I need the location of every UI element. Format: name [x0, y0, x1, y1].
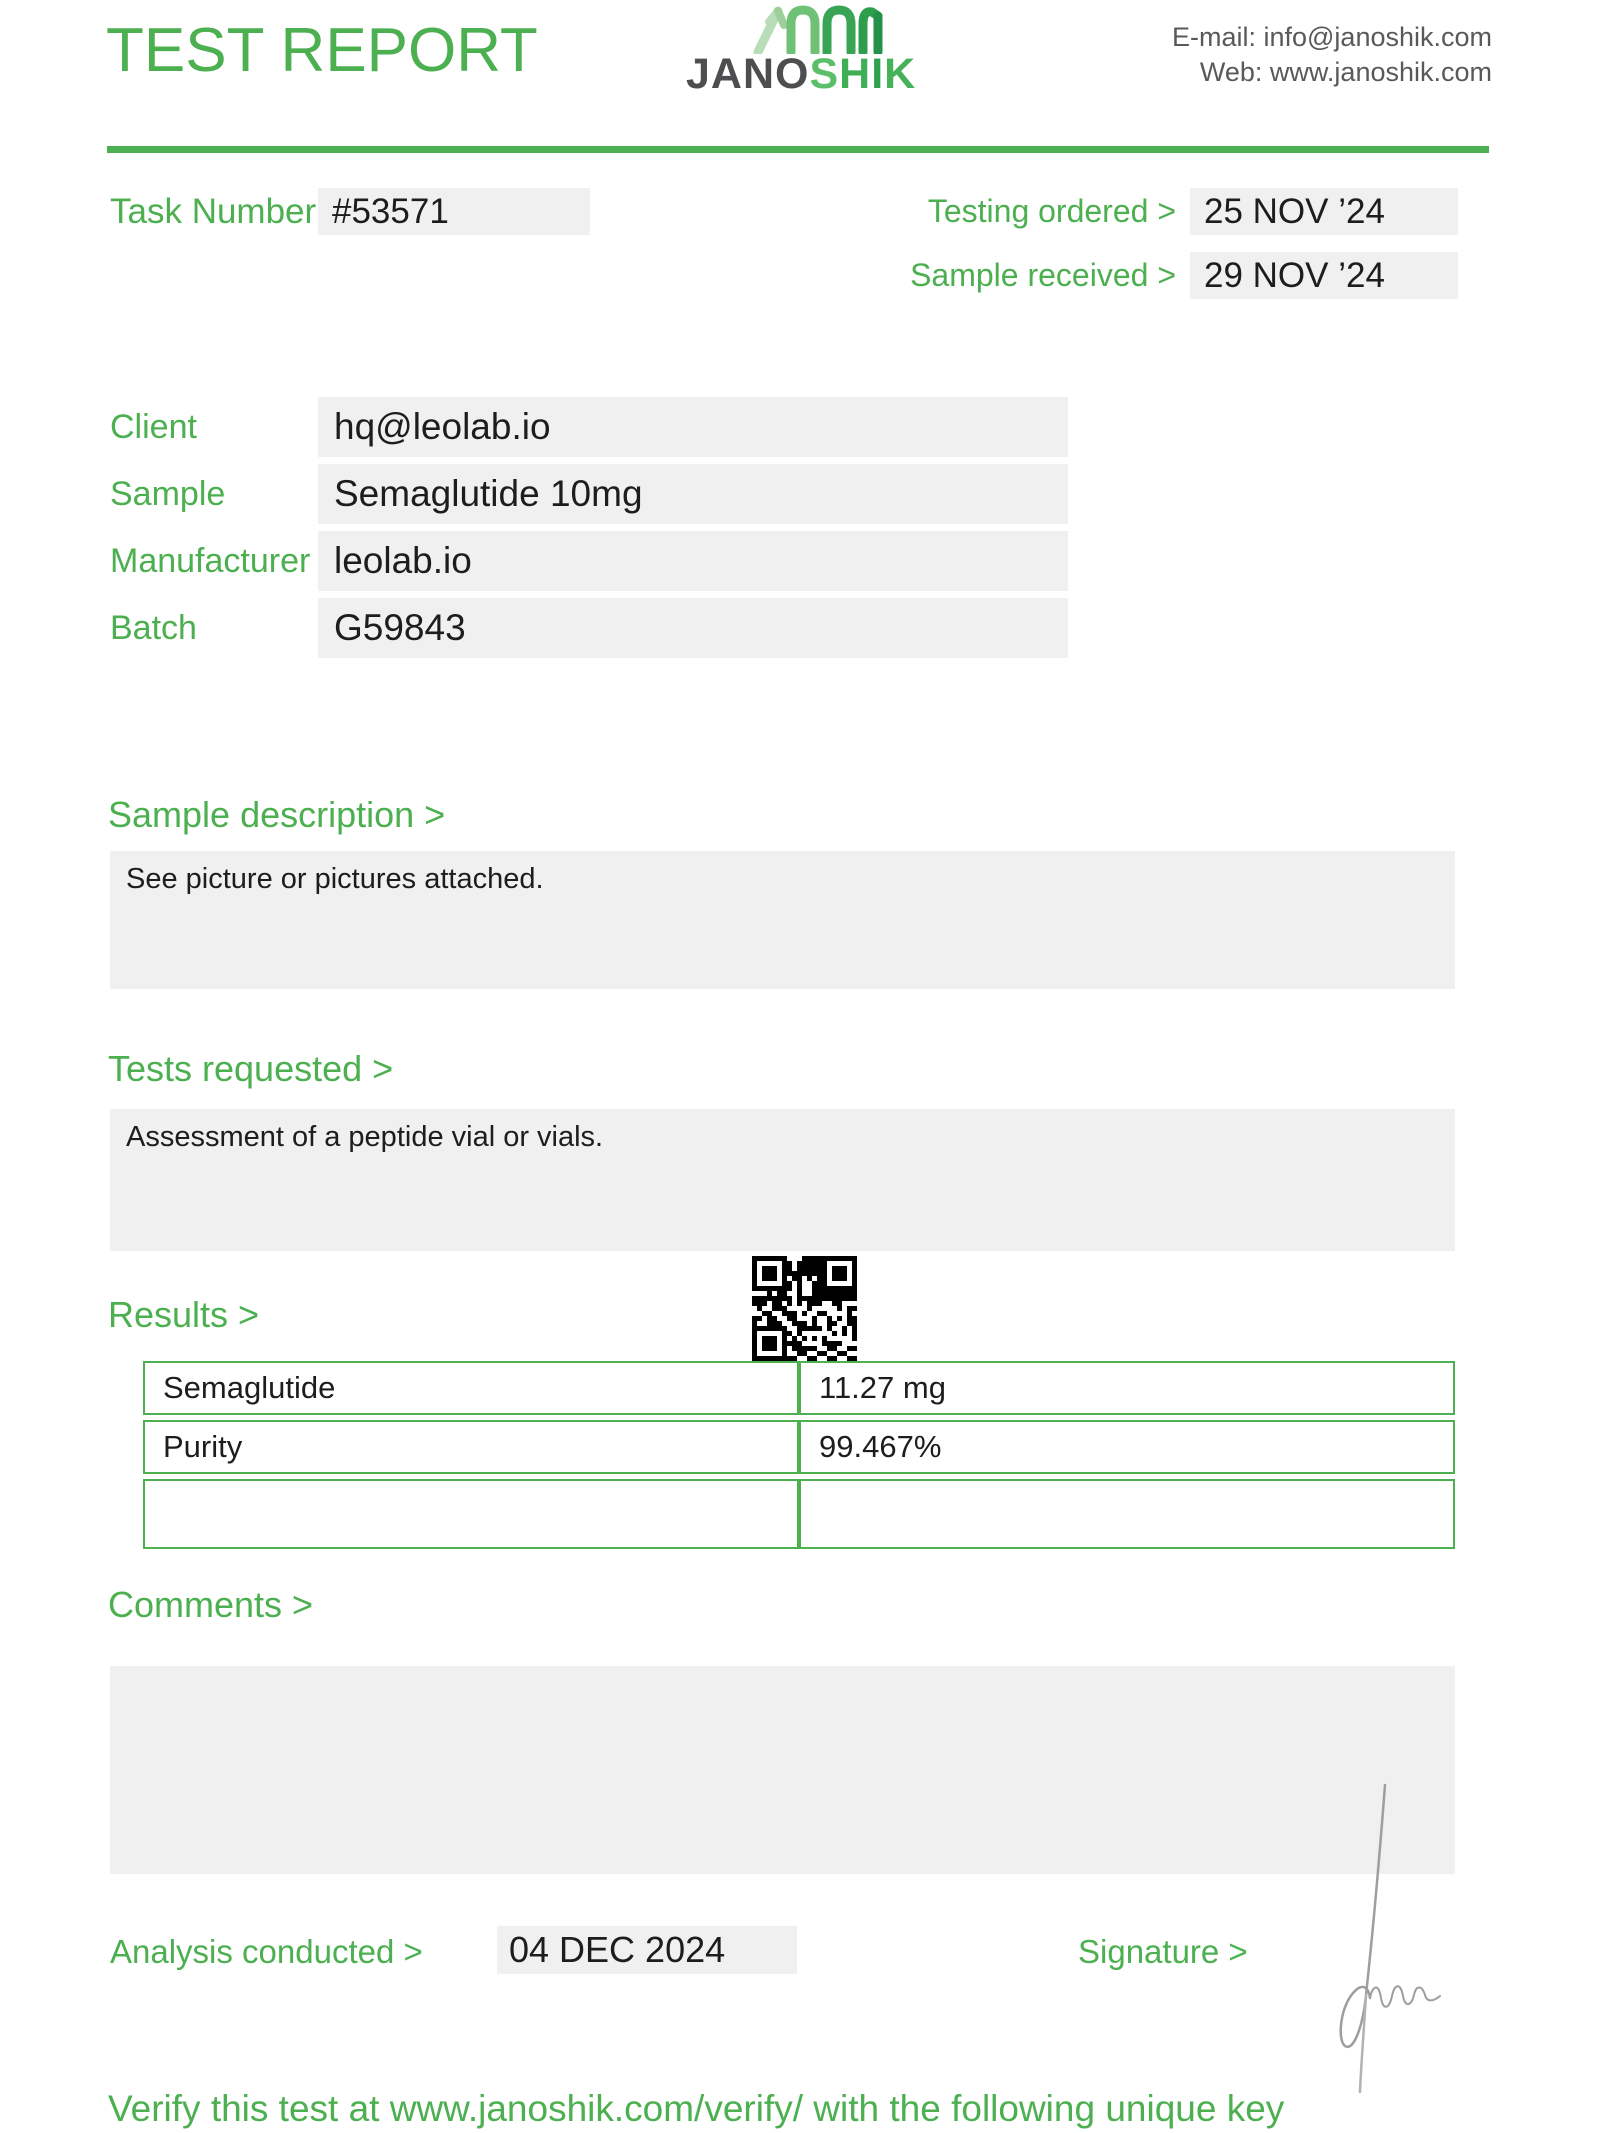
janoshik-logo-text: [686, 50, 916, 99]
results-row-empty: [143, 1479, 1455, 1549]
result-name: Semaglutide: [143, 1361, 799, 1415]
result-name: [143, 1479, 799, 1549]
manufacturer-value: leolab.io: [318, 531, 1068, 591]
sample-received-value: 29 NOV ’24: [1190, 252, 1458, 299]
contact-block: [1172, 20, 1492, 90]
results-row-purity: [143, 1420, 1455, 1474]
results-row-semaglutide: [143, 1361, 1455, 1415]
logo-jano: JANO: [686, 50, 810, 98]
contact-email: E-mail: info@janoshik.com: [1171, 22, 1492, 52]
sample-value: Semaglutide 10mg: [318, 464, 1068, 524]
analysis-conducted-label: Analysis conducted >: [110, 1933, 423, 1970]
tests-requested-heading: Tests requested >: [108, 1048, 394, 1089]
manufacturer-label: Manufacturer: [110, 542, 311, 580]
logo-shik: SHIK: [809, 50, 917, 98]
testing-ordered-value: 25 NOV ’24: [1190, 188, 1458, 235]
contact-web: Web: www.janoshik.com: [1199, 57, 1492, 87]
testing-ordered-label: Testing ordered >: [927, 193, 1176, 229]
client-label: Client: [110, 408, 197, 446]
sample-description-box: See picture or pictures attached.: [110, 851, 1455, 989]
comments-heading: Comments >: [108, 1584, 314, 1625]
info-row-manufacturer: [110, 531, 1068, 591]
sample-received-label: Sample received >: [910, 257, 1176, 293]
batch-label: Batch: [110, 609, 197, 647]
signature-label: Signature >: [1078, 1933, 1248, 1970]
task-number-label: Task Number: [110, 192, 317, 231]
sample-info-block: [110, 397, 1068, 665]
sample-description-heading: Sample description >: [108, 794, 446, 835]
result-name: Purity: [143, 1420, 799, 1474]
batch-value: G59843: [318, 598, 1068, 658]
comments-box: [110, 1666, 1455, 1874]
page-title: TEST REPORT: [106, 16, 538, 85]
analysis-conducted-date: 04 DEC 2024: [497, 1926, 797, 1974]
results-heading: Results >: [108, 1294, 260, 1335]
client-value: hq@leolab.io: [318, 397, 1068, 457]
tests-requested-box: Assessment of a peptide vial or vials.: [110, 1109, 1455, 1251]
info-row-batch: [110, 598, 1068, 658]
signature-image: [1290, 1780, 1465, 2100]
result-value: 99.467%: [799, 1420, 1455, 1474]
info-row-client: [110, 397, 1068, 457]
results-table: [143, 1356, 1455, 1554]
qr-code: [752, 1256, 857, 1361]
result-value: 11.27 mg: [799, 1361, 1455, 1415]
sample-label: Sample: [110, 475, 226, 513]
task-number-value: #53571: [318, 188, 590, 235]
info-row-sample: [110, 464, 1068, 524]
verify-footer-text: Verify this test at www.janoshik.com/verify/ with the following unique key: [108, 2088, 1285, 2129]
header-divider: [107, 146, 1489, 153]
result-value: [799, 1479, 1455, 1549]
